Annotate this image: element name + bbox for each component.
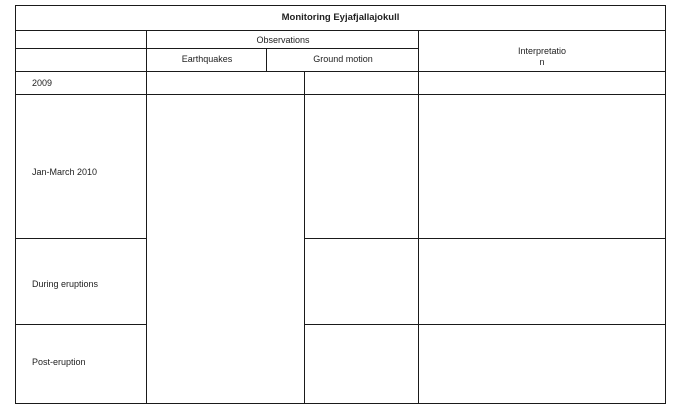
col-divider-label — [146, 30, 147, 404]
title-row-bottom — [15, 30, 666, 31]
row-during-bottom-right — [304, 324, 666, 325]
row-jan-march-bottom-left — [15, 238, 147, 239]
earthquakes-header: Earthquakes — [181, 54, 233, 64]
row-jan-march-bottom-right — [304, 238, 666, 239]
col-divider-interpretation — [418, 30, 419, 404]
row-label-2009: 2009 — [32, 78, 53, 88]
col-divider-ground — [304, 71, 305, 404]
observations-row-bottom — [15, 48, 419, 49]
row-label-during-eruptions: During eruptions — [32, 279, 99, 289]
observations-header: Observations — [256, 35, 310, 45]
table-border-bottom — [15, 403, 666, 404]
row-label-post-eruption: Post-eruption — [32, 357, 86, 367]
row-during-bottom-left — [15, 324, 147, 325]
ground-motion-header: Ground motion — [313, 54, 373, 64]
interpretation-header — [419, 46, 665, 68]
table-border-right — [665, 5, 666, 404]
table-border-top — [15, 5, 666, 6]
row-2009-bottom — [15, 94, 666, 95]
interpretation-header-line2: n — [539, 57, 545, 67]
interpretation-header-line1: Interpretatio — [517, 46, 567, 56]
row-label-jan-march-2010: Jan-March 2010 — [32, 167, 98, 177]
table-title: Monitoring Eyjafjallajokull — [281, 12, 400, 23]
header-row-bottom — [15, 71, 666, 72]
table-border-left — [15, 5, 16, 404]
